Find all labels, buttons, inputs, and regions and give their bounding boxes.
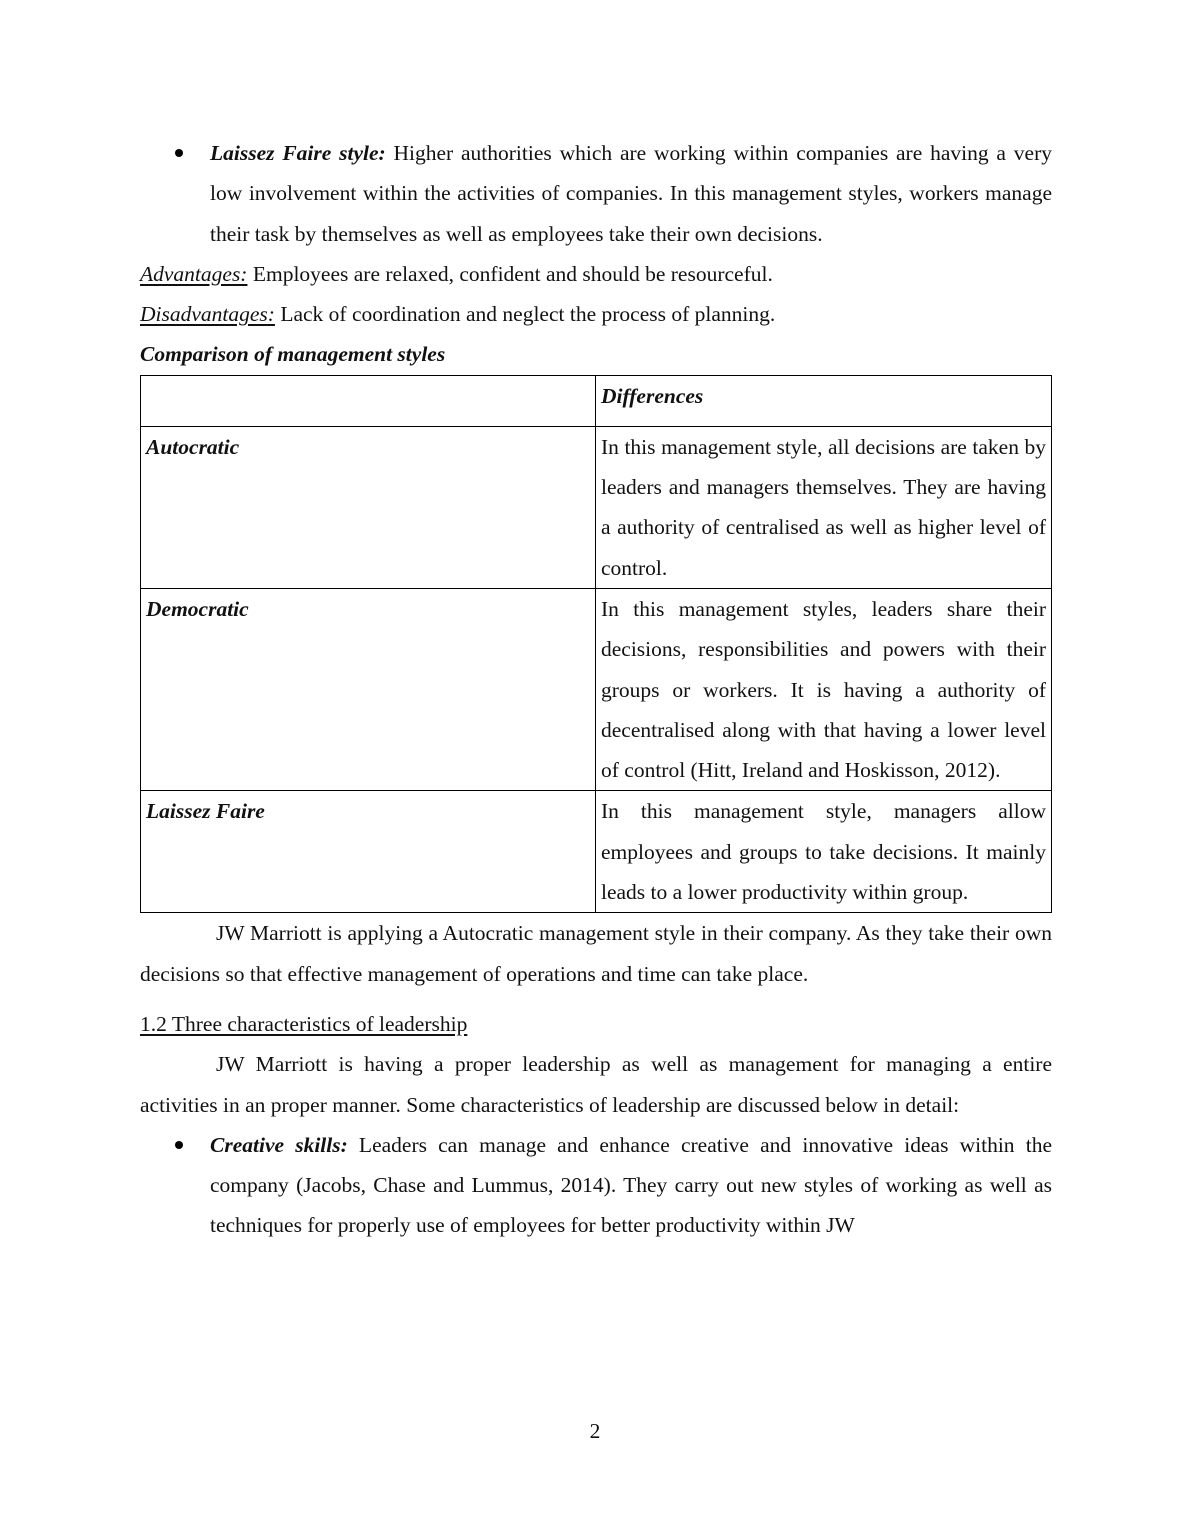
intro-paragraph: JW Marriott is having a proper leadership as well as management for managing a entire activities in an proper manner. Some characteristics of leadership are discussed below in detail:	[140, 1052, 1052, 1117]
conclusion-paragraph: JW Marriott is applying a Autocratic management style in their company. As they take their own decisions so that effective management of operations and time can take place.	[140, 921, 1052, 986]
section-heading: 1.2 Three characteristics of leadership	[140, 1011, 468, 1036]
style-cell: Democratic	[141, 588, 596, 790]
bullet-term: Creative skills:	[210, 1132, 348, 1157]
disadvantages-line	[140, 294, 1052, 334]
header-cell-differences: Differences	[596, 375, 1052, 426]
style-cell: Laissez Faire	[141, 791, 596, 913]
disadvantages-text: Lack of coordination and neglect the process of planning.	[274, 302, 776, 327]
table-row	[141, 588, 1052, 790]
page-number: 2	[589, 1419, 601, 1443]
bullet-text: Higher authorities which are working within companies are having a very low involvement within the activities of companies. In this management styles, workers manage their task by themselves as well as employees take their own decisions.	[210, 141, 1052, 246]
comparison-table	[140, 375, 1052, 914]
bullet-term: Laissez Faire style:	[210, 141, 386, 165]
document-page	[140, 133, 1052, 1246]
table-row	[141, 791, 1052, 913]
advantages-line	[140, 254, 1052, 294]
difference-cell: In this management style, all decisions are taken by leaders and managers themselves. They are having a authority of centralised as well as higher level of control.	[596, 426, 1052, 588]
creative-skills-bullet	[140, 1125, 1052, 1246]
advantages-label: Advantages:	[140, 261, 248, 286]
laissez-faire-bullet	[140, 133, 1052, 254]
bullet-text: Leaders can manage and enhance creative and innovative ideas within the company (Jacobs, Chase and Lummus, 2014). They carry out new styles of working as well as techniques for properly use of employees for better productivity within JW	[210, 1132, 1052, 1238]
disadvantages-label: Disadvantages:	[140, 302, 275, 327]
style-cell: Autocratic	[141, 426, 596, 588]
difference-cell: In this management styles, leaders share their decisions, responsibilities and powers with their groups or workers. It is having a authority of decentralised along with that having a lower level of control (Hitt, Ireland and Hoskisson, 2012).	[596, 588, 1052, 790]
difference-cell: In this management style, managers allow employees and groups to take decisions. It mainly leads to a lower productivity within group.	[596, 791, 1052, 913]
table-header-row	[141, 375, 1052, 426]
table-row	[141, 426, 1052, 588]
comparison-title: Comparison of management styles	[140, 342, 446, 367]
advantages-text: Employees are relaxed, confident and should be resourceful.	[247, 261, 773, 286]
bullet-icon	[175, 1141, 183, 1149]
bullet-icon	[175, 149, 183, 157]
header-cell-empty	[141, 375, 596, 426]
